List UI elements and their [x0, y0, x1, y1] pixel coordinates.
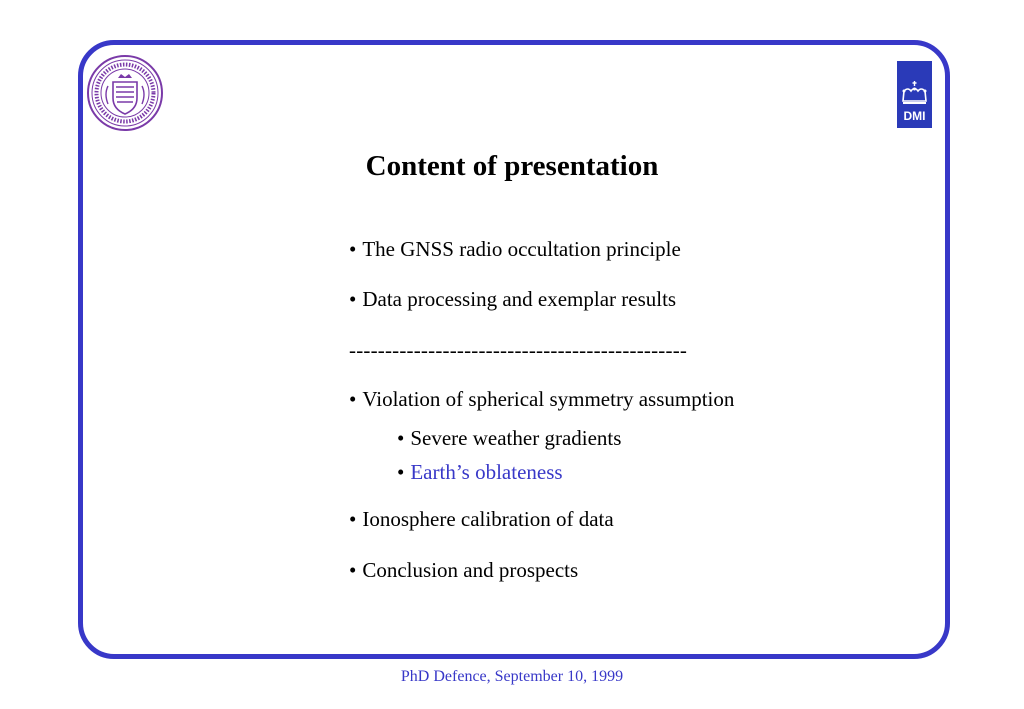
sub-list-item [397, 459, 563, 485]
bullet: • [349, 387, 357, 411]
footer-text: PhD Defence, September 10, 1999 [400, 668, 624, 685]
dmi-logo-text: DMI [903, 109, 926, 123]
bullet: • [397, 460, 405, 484]
bullet: • [349, 287, 357, 311]
crown-icon [897, 61, 932, 107]
separator-line: ----------------------------------------------- [349, 338, 688, 362]
sub-list-item-text-highlighted: Earth’s oblateness [410, 460, 563, 484]
bullet: • [349, 507, 357, 531]
bullet: • [349, 237, 357, 261]
dmi-logo [897, 61, 932, 128]
list-item [349, 386, 734, 412]
list-item-text: The GNSS radio occultation principle [362, 237, 681, 261]
list-item [349, 236, 681, 262]
list-item [349, 286, 676, 312]
bullet: • [349, 558, 357, 582]
list-item-text: Conclusion and prospects [362, 558, 579, 582]
list-item [349, 557, 578, 583]
list-item-text: Violation of spherical symmetry assumption [362, 387, 735, 411]
bullet: • [397, 426, 405, 450]
sub-list-item-text: Severe weather gradients [410, 426, 622, 450]
list-item [349, 506, 614, 532]
list-item-text: Data processing and exemplar results [362, 287, 677, 311]
sub-list-item [397, 425, 621, 451]
slide-title: Content of presentation [365, 150, 659, 182]
university-seal-icon [86, 54, 164, 132]
list-item-text: Ionosphere calibration of data [362, 507, 614, 531]
